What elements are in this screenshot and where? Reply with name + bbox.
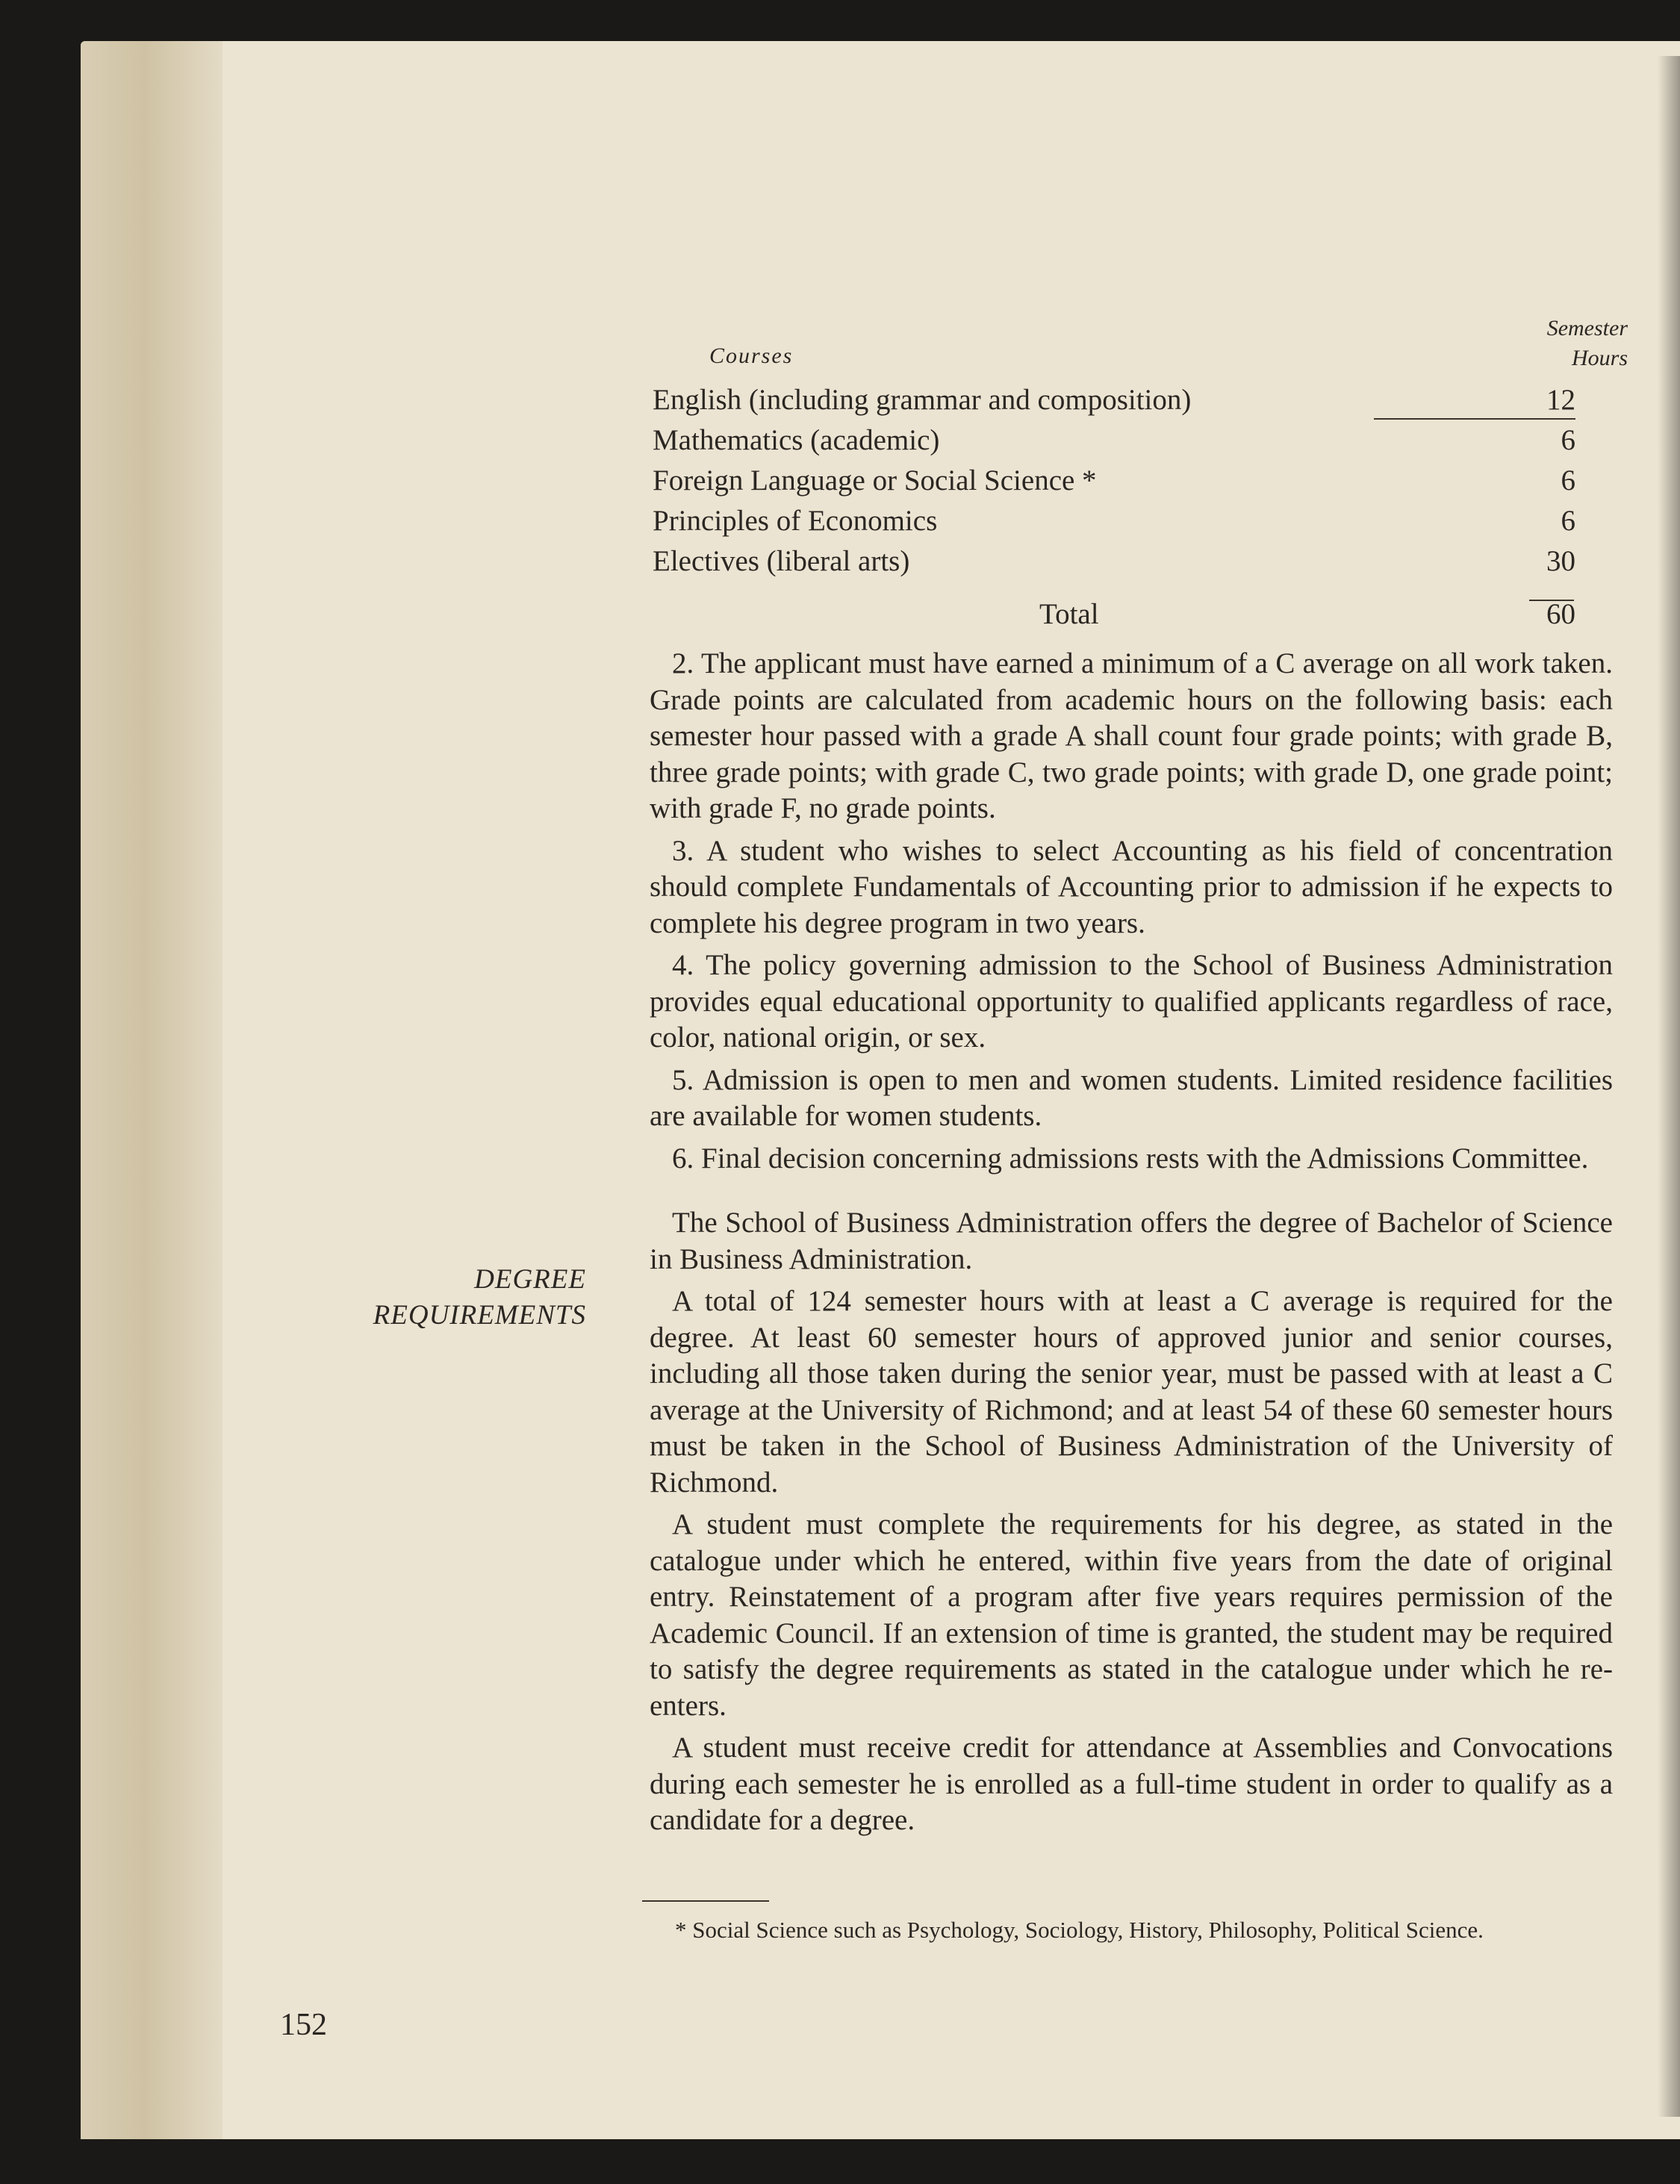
heading-line-2: REQUIREMENTS (373, 1300, 586, 1331)
table-header-hours-line1: Semester (1546, 316, 1628, 340)
course-row (653, 504, 1575, 544)
course-hours: 30 (1546, 545, 1575, 577)
table-header-hours-line2: Hours (1571, 346, 1628, 370)
body-text (650, 646, 1613, 1845)
admission-paragraph-6: 6. Final decision concerning admissions rests with the Admissions Committee. (672, 1142, 1589, 1175)
total-label: Total (1039, 598, 1099, 630)
course-name: Mathematics (academic) (653, 424, 940, 456)
heading-line-1: DEGREE (474, 1264, 586, 1295)
course-hours: 6 (1561, 505, 1575, 537)
page-edges (81, 41, 223, 2139)
course-row (653, 544, 1575, 585)
course-hours: 6 (1561, 464, 1575, 497)
course-hours: 12 (1546, 384, 1575, 416)
admission-paragraph-5: 5. Admission is open to men and women students. Limited residence facilities are available for women students. (650, 1063, 1613, 1132)
page-gutter-shadow (1658, 56, 1680, 2117)
table-header-hours (1531, 314, 1628, 373)
page-number: 152 (280, 2008, 327, 2042)
course-name: English (including grammar and composition) (653, 384, 1192, 416)
admission-paragraph-4: 4. The policy governing admission to the School of Business Administration provides equal educational opportunity to qualified applicants regardless of race, color, national origin, or sex. (650, 949, 1613, 1054)
course-hours: 6 (1561, 424, 1575, 456)
degree-paragraph-4: A student must receive credit for attendance at Assemblies and Convocations during each semester he is enrolled as a full-time student in order to qualify as a candidate for a degree. (650, 1732, 1613, 1836)
course-name: Electives (liberal arts) (653, 545, 910, 577)
course-name: Principles of Economics (653, 505, 938, 537)
course-row (653, 383, 1575, 423)
admission-paragraph-3: 3. A student who wishes to select Accounting as his field of concentration should complete Fundamentals of Accounting prior to admission if he expects to complete his degree program in two years. (650, 834, 1613, 939)
degree-requirements-heading (314, 1262, 586, 1334)
course-name: Foreign Language or Social Science * (653, 464, 1097, 497)
degree-paragraph-3: A student must complete the requirements for his degree, as stated in the catalogue under which he entered, within five years from the date of original entry. Reinstatement of a program after five years requires permission of the Academic Council. If an extension of time is granted, the student may be required to satisfy the degree requirements as stated in the catalogue under which he re-enters. (650, 1508, 1613, 1722)
section-break (650, 1183, 1613, 1205)
footnote: * Social Science such as Psychology, Sociology, History, Philosophy, Political Science. (675, 1917, 1484, 1943)
course-row (653, 464, 1575, 504)
total-value: 60 (1546, 598, 1575, 630)
admission-paragraph-2: 2. The applicant must have earned a minimum of a C average on all work taken. Grade points are calculated from academic hours on the following basis: each semester hour passed with a grade A shall count four grade points; with grade B, three grade points; with grade C, two grade points; with grade D, one grade point; with grade F, no grade points. (650, 647, 1613, 824)
degree-paragraph-1: The School of Business Administration offers the degree of Bachelor of Science in Business Administration. (650, 1207, 1613, 1275)
table-header-courses: Courses (709, 343, 794, 368)
course-row (653, 423, 1575, 464)
degree-paragraph-2: A total of 124 semester hours with at least a C average is required for the degree. At least 60 semester hours of approved junior and senior courses, including all those taken during the senior year, must be passed with at least a C average at the University of Richmond; and at least 54 of these 60 semester hours must be taken in the School of Business Administration of the University of Richmond. (650, 1285, 1613, 1499)
footnote-rule (642, 1900, 769, 1902)
